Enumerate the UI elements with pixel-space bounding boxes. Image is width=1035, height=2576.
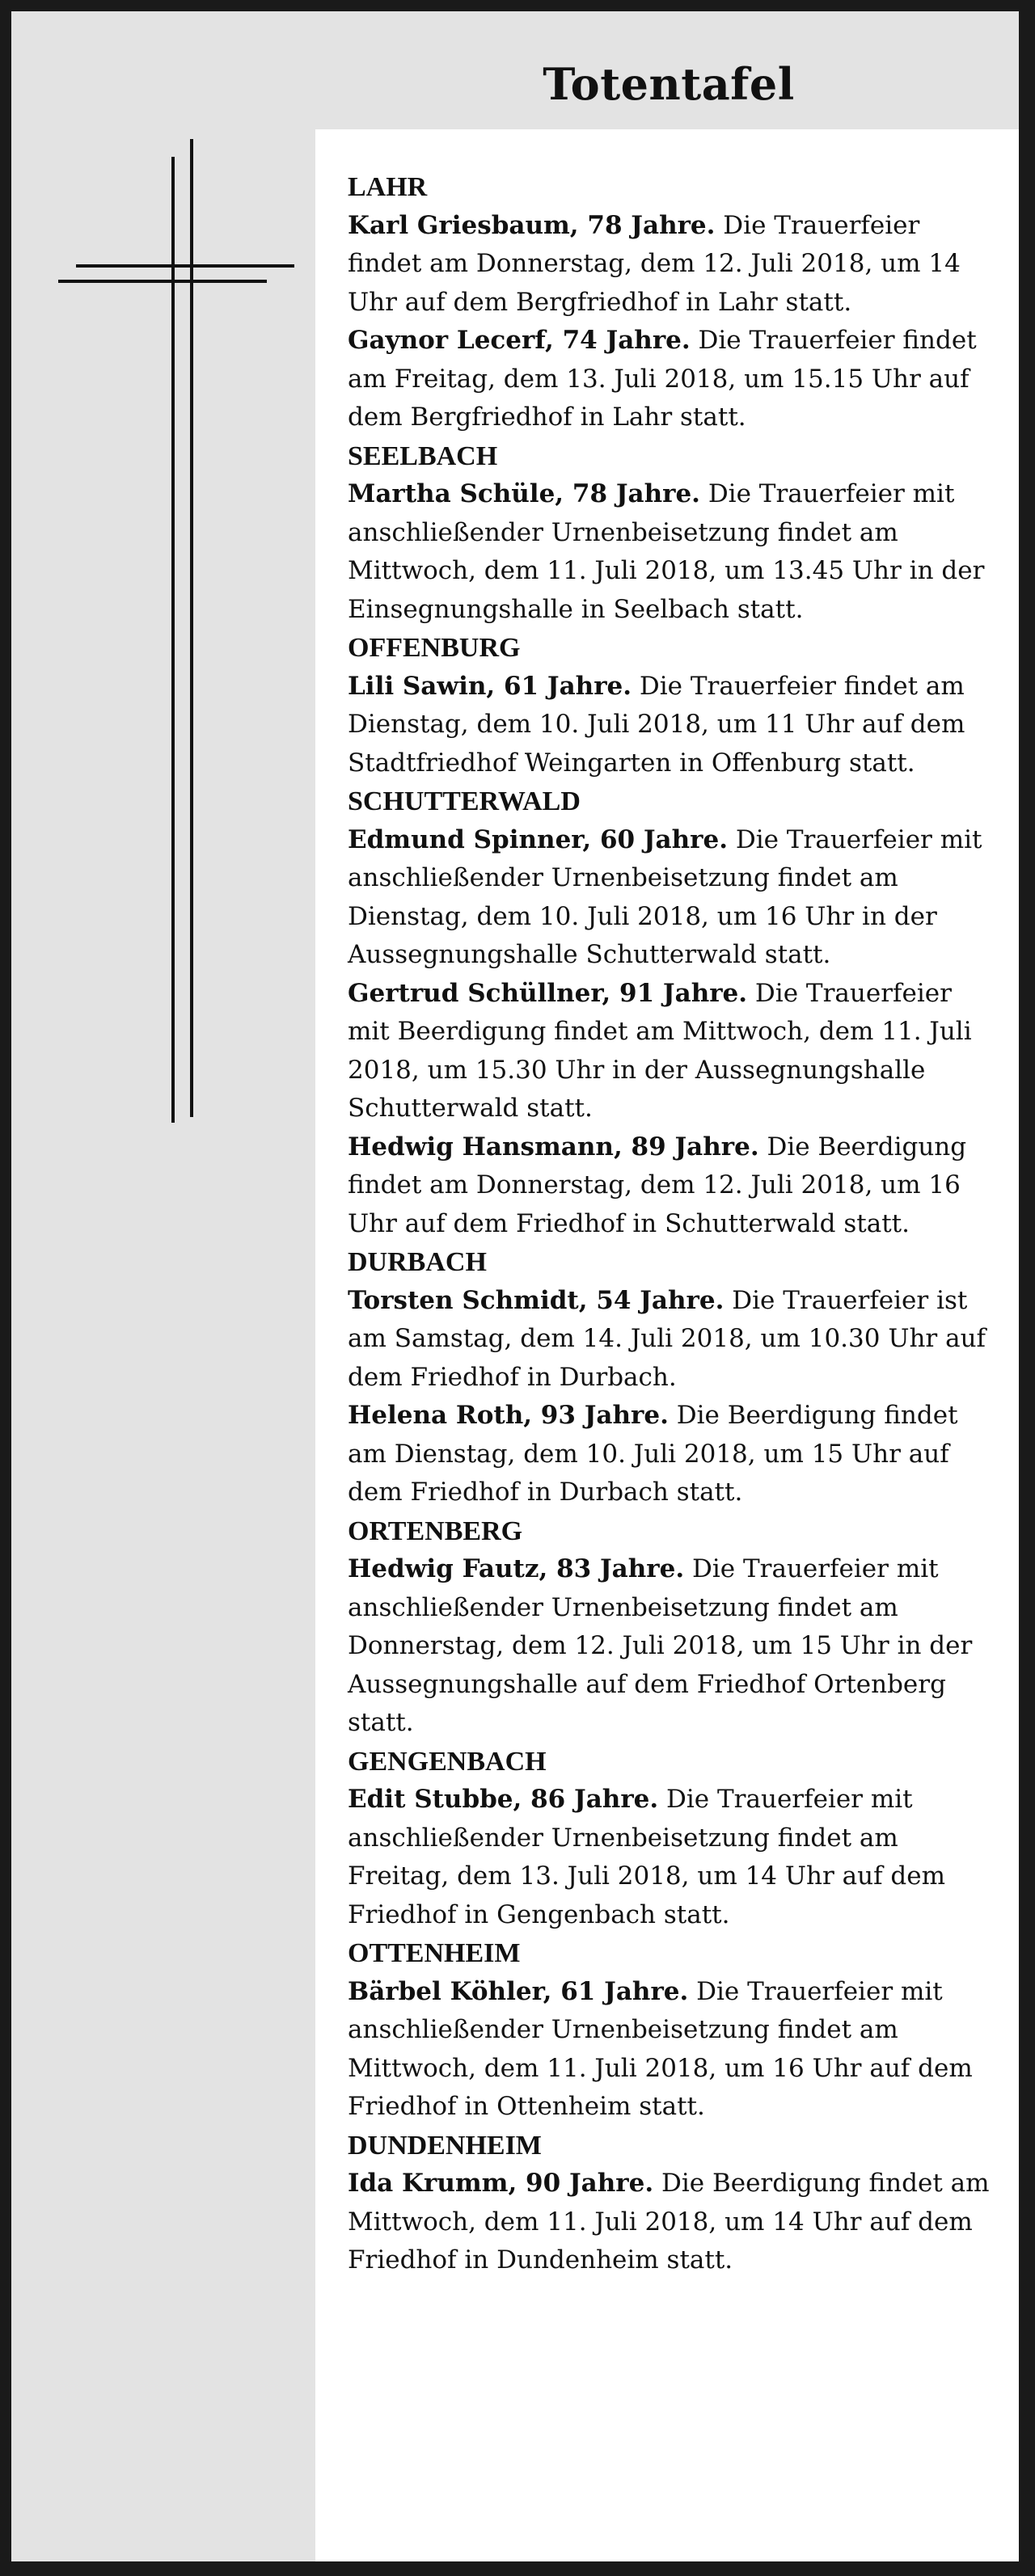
town-section [348, 1743, 995, 1935]
obituary-entry [348, 475, 995, 629]
deceased-name: Edmund Spinner, 60 Jahre. [348, 824, 729, 854]
ceremony-details: Die Trauerfeier findet am Freitag, dem 13. Juli 2018, um 15.15 Uhr auf dem Bergfriedhof in Lahr statt. [348, 326, 977, 432]
deceased-name: Martha Schüle, 78 Jahre. [348, 479, 700, 508]
deceased-name: Edit Stubbe, 86 Jahre. [348, 1785, 659, 1814]
town-heading: DUNDENHEIM [348, 2130, 542, 2161]
town-section [348, 437, 995, 630]
deceased-name: Helena Roth, 93 Jahre. [348, 1401, 669, 1430]
deceased-name: Karl Griesbaum, 78 Jahre. [348, 210, 716, 240]
town-section [348, 1243, 995, 1512]
obituary-entry [348, 975, 995, 1128]
ceremony-details: Die Trauerfeier findet am Dienstag, dem 10. Juli 2018, um 11 Uhr auf dem Stadtfriedhof Weingarten in Offenburg statt. [348, 671, 965, 778]
town-section [348, 782, 995, 1243]
town-section [348, 629, 995, 782]
obituary-entry [348, 1128, 995, 1244]
ceremony-details: Die Trauerfeier ist am Samstag, dem 14. Juli 2018, um 10.30 Uhr auf dem Friedhof in Durbach. [348, 1285, 986, 1392]
ceremony-details: Die Trauerfeier mit anschließender Urnenbeisetzung findet am Mittwoch, dem 11. Juli 2018, um 16 Uhr auf dem Friedhof in Ottenheim statt. [348, 1976, 973, 2121]
obituary-entry [348, 1397, 995, 1512]
town-section [348, 168, 995, 437]
ceremony-details: Die Beerdigung findet am Dienstag, dem 10. Juli 2018, um 15 Uhr auf dem Friedhof in Durbach statt. [348, 1401, 958, 1507]
ceremony-details: Die Trauerfeier mit Beerdigung findet am Mittwoch, dem 11. Juli 2018, um 15.30 Uhr in der Aussegnungshalle Schutterwald statt. [348, 978, 972, 1123]
town-section [348, 1512, 995, 1743]
obituary-entry [348, 1550, 995, 1743]
ceremony-details: Die Trauerfeier mit anschließender Urnenbeisetzung findet am Freitag, dem 13. Juli 2018, um 14 Uhr auf dem Friedhof in Gengenbach statt. [348, 1785, 945, 1929]
ceremony-details: Die Beerdigung findet am Donnerstag, dem 12. Juli 2018, um 16 Uhr auf dem Friedhof in Schutterwald statt. [348, 1132, 967, 1238]
obituary-entry [348, 668, 995, 783]
obituary-entry [348, 821, 995, 975]
ceremony-details: Die Beerdigung findet am Mittwoch, dem 11. Juli 2018, um 14 Uhr auf dem Friedhof in Dundenheim statt. [348, 2169, 990, 2275]
deceased-name: Bärbel Köhler, 61 Jahre. [348, 1976, 689, 2006]
town-heading: DURBACH [348, 1247, 487, 1277]
obituary-entry [348, 1973, 995, 2127]
town-heading: SEELBACH [348, 441, 498, 471]
ceremony-details: Die Trauerfeier mit anschließender Urnenbeisetzung findet am Mittwoch, dem 11. Juli 2018, um 13.45 Uhr in der Einsegnungshalle in Seelbach statt. [348, 479, 985, 624]
ceremony-details: Die Trauerfeier findet am Donnerstag, dem 12. Juli 2018, um 14 Uhr auf dem Bergfriedhof in Lahr statt. [348, 210, 961, 317]
town-heading: SCHUTTERWALD [348, 786, 581, 816]
deceased-name: Hedwig Fautz, 83 Jahre. [348, 1554, 685, 1583]
deceased-name: Lili Sawin, 61 Jahre. [348, 671, 632, 701]
page-title: Totentafel [543, 58, 795, 110]
town-heading: ORTENBERG [348, 1516, 523, 1546]
deceased-name: Torsten Schmidt, 54 Jahre. [348, 1285, 724, 1315]
obituary-entry [348, 1282, 995, 1398]
obituary-entry [348, 207, 995, 323]
town-heading: OTTENHEIM [348, 1938, 521, 1968]
deceased-name: Gertrud Schüllner, 91 Jahre. [348, 978, 748, 1008]
town-section [348, 2127, 995, 2280]
obituary-entry [348, 1781, 995, 1934]
ceremony-details: Die Trauerfeier mit anschließender Urnenbeisetzung findet am Donnerstag, dem 12. Juli 2018, um 15 Uhr in der Aussegnungshalle auf dem Friedhof Ortenberg statt. [348, 1554, 973, 1737]
deceased-name: Hedwig Hansmann, 89 Jahre. [348, 1132, 759, 1162]
obituary-entry [348, 322, 995, 437]
deceased-name: Ida Krumm, 90 Jahre. [348, 2169, 654, 2198]
obituary-entry [348, 2165, 995, 2280]
town-heading: LAHR [348, 172, 428, 202]
town-heading: OFFENBURG [348, 633, 521, 663]
deceased-name: Gaynor Lecerf, 74 Jahre. [348, 326, 691, 355]
obituary-panel [11, 11, 1019, 2561]
town-section [348, 1934, 995, 2127]
town-heading: GENGENBACH [348, 1746, 547, 1777]
ceremony-details: Die Trauerfeier mit anschließender Urnenbeisetzung findet am Dienstag, dem 10. Juli 2018, um 16 Uhr in der Aussegnungshalle Schutterwald statt. [348, 824, 982, 969]
obituary-list [315, 129, 1019, 2561]
